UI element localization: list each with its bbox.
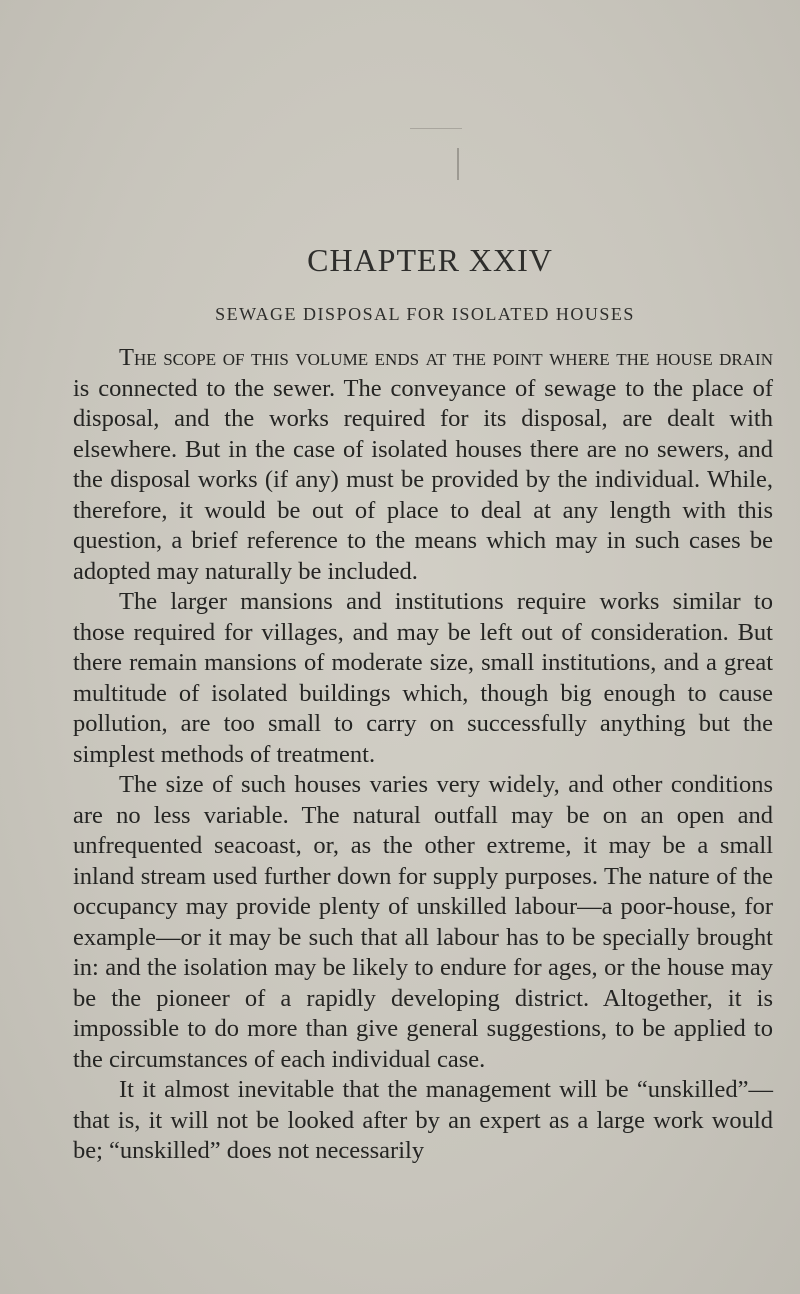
chapter-heading: CHAPTER XXIV	[307, 242, 553, 278]
section-title: SEWAGE DISPOSAL FOR ISOLATED HOUSES	[215, 304, 635, 324]
paper-mark	[457, 148, 459, 180]
paragraph: The larger mansions and institutions require works similar to those required for villages, and may be left out of consideration. But there remain mansions of moderate size, small institutions, and a great multitude of isolated buildings which, though big enough to cause pollution, are too small to carry on successfully anything but the simplest methods of treatment.	[73, 588, 773, 768]
paragraph: The size of such houses varies very widely, and other conditions are no less variable. The natural outfall may be on an open and unfrequented seacoast, or, as the other extreme, it may be a small inland stream used further down for supply purposes. The nature of the occupancy may provide plenty of unskilled labour—a poor-house, for example—or it may be such that all labour has to be specially brought in: and the isolation may be likely to endure for ages, or the house may be the pioneer of a rapidly developing district. Altogether, it is impossible to do more than give general suggestions, to be applied to the circumstances of each individual case.	[73, 771, 773, 1073]
paragraph: The scope of this volume ends at the point where the house drain is connected to the sewer. The conveyance of sewage to the place of disposal, and the works required for its disposal, are dealt with elsewhere. But in the case of isolated houses there are no sewers, and the disposal works (if any) must be provided by the individual. While, therefore, it would be out of place to deal at any length with this question, a brief reference to the means which may in such cases be adopted may naturally be included.	[73, 344, 773, 585]
paragraph: It it almost inevitable that the management will be “unskilled”—that is, it will not be looked after by an expert as a large work would be; “unskilled” does not necessarily	[73, 1076, 773, 1164]
body-text	[73, 343, 773, 1167]
paper-mark	[410, 128, 462, 129]
